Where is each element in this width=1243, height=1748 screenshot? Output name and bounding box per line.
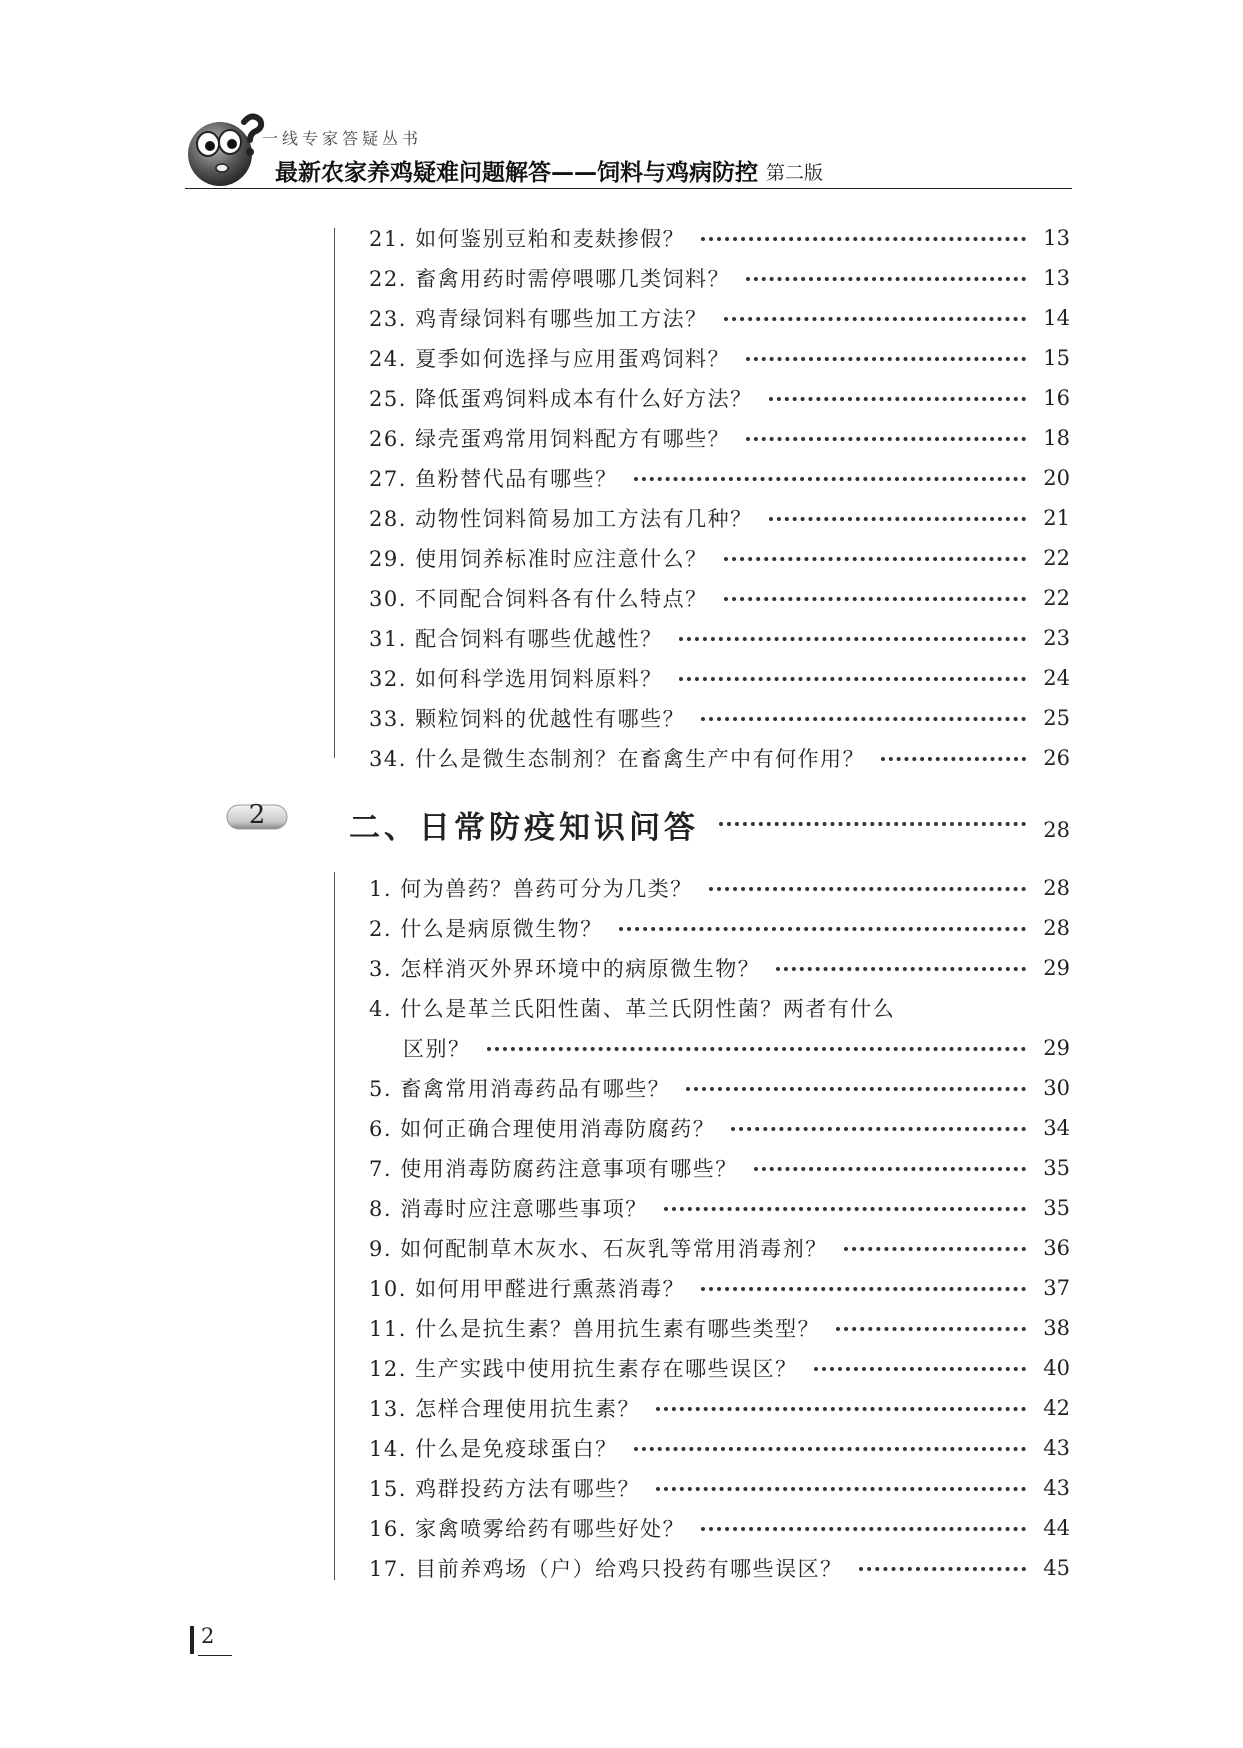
dot-leader bbox=[776, 967, 1026, 971]
entry-title: 9. 如何配制草木灰水、石灰乳等常用消毒剂？ bbox=[369, 1237, 828, 1261]
entry-title: 2. 什么是病原微生物？ bbox=[369, 917, 603, 941]
entry-page: 13 bbox=[1043, 266, 1070, 290]
entry-page: 37 bbox=[1043, 1276, 1070, 1300]
dot-leader bbox=[746, 357, 1026, 361]
entry-page: 34 bbox=[1043, 1116, 1070, 1140]
entry-title: 17. 目前养鸡场（户）给鸡只投药有哪些误区？ bbox=[369, 1557, 843, 1581]
entry-title: 6. 如何正确合理使用消毒防腐药？ bbox=[369, 1117, 716, 1141]
toc-entry[interactable] bbox=[369, 868, 1070, 908]
toc-entry[interactable] bbox=[369, 538, 1070, 578]
chapter-heading[interactable] bbox=[349, 802, 1070, 846]
entry-title: 7. 使用消毒防腐药注意事项有哪些？ bbox=[369, 1157, 738, 1181]
toc-entry[interactable] bbox=[369, 258, 1070, 298]
toc-entry[interactable] bbox=[369, 1468, 1070, 1508]
entry-title: 15. 鸡群投药方法有哪些？ bbox=[369, 1477, 641, 1501]
entry-page: 29 bbox=[1043, 1036, 1070, 1060]
toc-entry-continuation[interactable] bbox=[403, 1028, 1070, 1068]
dot-leader bbox=[719, 822, 1026, 826]
edition-label: 第二版 bbox=[766, 162, 824, 184]
entry-title: 16. 家禽喷雾给药有哪些好处？ bbox=[369, 1517, 686, 1541]
dot-leader bbox=[859, 1567, 1026, 1571]
chapter-badge bbox=[226, 799, 288, 831]
entry-page: 40 bbox=[1043, 1356, 1070, 1380]
dot-leader bbox=[634, 477, 1026, 481]
entry-page: 35 bbox=[1043, 1196, 1070, 1220]
footer-rule bbox=[198, 1655, 232, 1656]
entry-title: 8. 消毒时应注意哪些事项？ bbox=[369, 1197, 648, 1221]
mascot-logo-icon bbox=[182, 108, 272, 190]
entry-page: 44 bbox=[1043, 1516, 1070, 1540]
dot-leader bbox=[769, 397, 1026, 401]
toc-entry[interactable] bbox=[369, 1068, 1070, 1108]
series-name: 一线专家答疑丛书 bbox=[262, 129, 423, 148]
toc-entry[interactable] bbox=[369, 948, 1070, 988]
dot-leader bbox=[701, 237, 1026, 241]
dot-leader bbox=[844, 1247, 1026, 1251]
entry-title: 30. 不同配合饲料各有什么特点？ bbox=[369, 587, 708, 611]
dot-leader bbox=[634, 1447, 1026, 1451]
entry-title: 31. 配合饲料有哪些优越性？ bbox=[369, 627, 663, 651]
entry-title: 26. 绿壳蛋鸡常用饲料配方有哪些？ bbox=[369, 427, 731, 451]
entry-title: 28. 动物性饲料简易加工方法有几种？ bbox=[369, 507, 753, 531]
chapter-number: 2 bbox=[248, 800, 266, 830]
entry-page: 28 bbox=[1043, 876, 1070, 900]
entry-page: 28 bbox=[1043, 916, 1070, 940]
entry-title: 14. 什么是免疫球蛋白？ bbox=[369, 1437, 618, 1461]
entry-page: 20 bbox=[1043, 466, 1070, 490]
toc-entry[interactable] bbox=[369, 218, 1070, 258]
entry-page: 13 bbox=[1043, 226, 1070, 250]
entry-page: 43 bbox=[1043, 1476, 1070, 1500]
entry-page: 42 bbox=[1043, 1396, 1070, 1420]
dot-leader bbox=[754, 1167, 1026, 1171]
entry-page: 18 bbox=[1043, 426, 1070, 450]
dot-leader bbox=[686, 1087, 1026, 1091]
dot-leader bbox=[724, 557, 1026, 561]
toc-entry[interactable] bbox=[369, 338, 1070, 378]
book-title: 最新农家养鸡疑难问题解答——饲料与鸡病防控 bbox=[275, 160, 758, 186]
toc-entry[interactable] bbox=[369, 378, 1070, 418]
entry-page: 36 bbox=[1043, 1236, 1070, 1260]
toc-entry[interactable] bbox=[369, 698, 1070, 738]
toc-entry[interactable] bbox=[369, 418, 1070, 458]
dot-leader bbox=[709, 887, 1026, 891]
entry-title: 23. 鸡青绿饲料有哪些加工方法？ bbox=[369, 307, 708, 331]
entry-page: 35 bbox=[1043, 1156, 1070, 1180]
dot-leader bbox=[746, 437, 1026, 441]
toc-entry[interactable] bbox=[369, 1548, 1070, 1588]
chapter-page: 28 bbox=[1043, 818, 1070, 842]
dot-leader bbox=[664, 1207, 1026, 1211]
section-bar bbox=[334, 872, 335, 1580]
toc-entry[interactable] bbox=[369, 498, 1070, 538]
header-divider bbox=[185, 188, 1072, 189]
dot-leader bbox=[679, 677, 1026, 681]
toc-entry[interactable] bbox=[369, 458, 1070, 498]
entry-title: 25. 降低蛋鸡饲料成本有什么好方法？ bbox=[369, 387, 753, 411]
entry-title: 11. 什么是抗生素？兽用抗生素有哪些类型？ bbox=[369, 1317, 821, 1341]
toc-entry[interactable] bbox=[369, 1308, 1070, 1348]
entry-title: 区别？ bbox=[403, 1037, 471, 1061]
entry-title: 4. 什么是革兰氏阳性菌、革兰氏阴性菌？两者有什么 bbox=[369, 997, 896, 1021]
entry-page: 14 bbox=[1043, 306, 1070, 330]
chapter-title: 二、日常防疫知识问答 bbox=[349, 809, 699, 846]
entry-page: 21 bbox=[1043, 506, 1070, 530]
entry-title: 10. 如何用甲醛进行熏蒸消毒？ bbox=[369, 1277, 686, 1301]
entry-page: 43 bbox=[1043, 1436, 1070, 1460]
toc-entry[interactable] bbox=[369, 1388, 1070, 1428]
toc-entry[interactable] bbox=[369, 1428, 1070, 1468]
entry-title: 33. 颗粒饲料的优越性有哪些？ bbox=[369, 707, 686, 731]
entry-title: 21. 如何鉴别豆粕和麦麸掺假？ bbox=[369, 227, 686, 251]
toc-entry[interactable] bbox=[369, 1148, 1070, 1188]
toc-entry[interactable] bbox=[369, 738, 1070, 778]
toc-entry[interactable] bbox=[369, 1348, 1070, 1388]
dot-leader bbox=[619, 927, 1026, 931]
entry-page: 30 bbox=[1043, 1076, 1070, 1100]
dot-leader bbox=[701, 717, 1026, 721]
toc-entry[interactable] bbox=[369, 298, 1070, 338]
entry-page: 23 bbox=[1043, 626, 1070, 650]
toc-entry[interactable] bbox=[369, 988, 1070, 1028]
dot-leader bbox=[701, 1527, 1026, 1531]
dot-leader bbox=[679, 637, 1026, 641]
dot-leader bbox=[656, 1487, 1026, 1491]
entry-title: 5. 畜禽常用消毒药品有哪些？ bbox=[369, 1077, 671, 1101]
entry-page: 15 bbox=[1043, 346, 1070, 370]
entry-title: 3. 怎样消灭外界环境中的病原微生物？ bbox=[369, 957, 761, 981]
dot-leader bbox=[731, 1127, 1026, 1131]
entry-title: 29. 使用饲养标准时应注意什么？ bbox=[369, 547, 708, 571]
entry-page: 25 bbox=[1043, 706, 1070, 730]
entry-title: 32. 如何科学选用饲料原料？ bbox=[369, 667, 663, 691]
entry-page: 26 bbox=[1043, 746, 1070, 770]
toc-entry[interactable] bbox=[369, 1508, 1070, 1548]
dot-leader bbox=[836, 1327, 1026, 1331]
toc-entry[interactable] bbox=[369, 1108, 1070, 1148]
page-number: 2 bbox=[201, 1624, 215, 1648]
entry-page: 29 bbox=[1043, 956, 1070, 980]
toc-entry[interactable] bbox=[369, 618, 1070, 658]
entry-page: 38 bbox=[1043, 1316, 1070, 1340]
entry-title: 13. 怎样合理使用抗生素？ bbox=[369, 1397, 641, 1421]
section-bar bbox=[334, 228, 335, 758]
entry-title: 27. 鱼粉替代品有哪些？ bbox=[369, 467, 618, 491]
dot-leader bbox=[701, 1287, 1026, 1291]
dot-leader bbox=[881, 757, 1026, 761]
dot-leader bbox=[656, 1407, 1026, 1411]
entry-page: 24 bbox=[1043, 666, 1070, 690]
toc-entry[interactable] bbox=[369, 1268, 1070, 1308]
entry-title: 24. 夏季如何选择与应用蛋鸡饲料？ bbox=[369, 347, 731, 371]
entry-page: 22 bbox=[1043, 546, 1070, 570]
dot-leader bbox=[746, 277, 1026, 281]
entry-page: 16 bbox=[1043, 386, 1070, 410]
entry-title: 34. 什么是微生态制剂？在畜禽生产中有何作用？ bbox=[369, 747, 866, 771]
entry-page: 45 bbox=[1043, 1556, 1070, 1580]
footer-marker bbox=[190, 1626, 194, 1654]
toc-entry[interactable] bbox=[369, 1188, 1070, 1228]
entry-page: 22 bbox=[1043, 586, 1070, 610]
dot-leader bbox=[724, 317, 1026, 321]
dot-leader bbox=[724, 597, 1026, 601]
dot-leader bbox=[814, 1367, 1026, 1371]
toc-entry[interactable] bbox=[369, 578, 1070, 618]
toc-entry[interactable] bbox=[369, 658, 1070, 698]
entry-title: 1. 何为兽药？兽药可分为几类？ bbox=[369, 877, 693, 901]
entry-title: 22. 畜禽用药时需停喂哪几类饲料？ bbox=[369, 267, 731, 291]
toc-entry[interactable] bbox=[369, 908, 1070, 948]
dot-leader bbox=[769, 517, 1026, 521]
entry-title: 12. 生产实践中使用抗生素存在哪些误区？ bbox=[369, 1357, 798, 1381]
dot-leader bbox=[487, 1047, 1027, 1051]
toc-entry[interactable] bbox=[369, 1228, 1070, 1268]
